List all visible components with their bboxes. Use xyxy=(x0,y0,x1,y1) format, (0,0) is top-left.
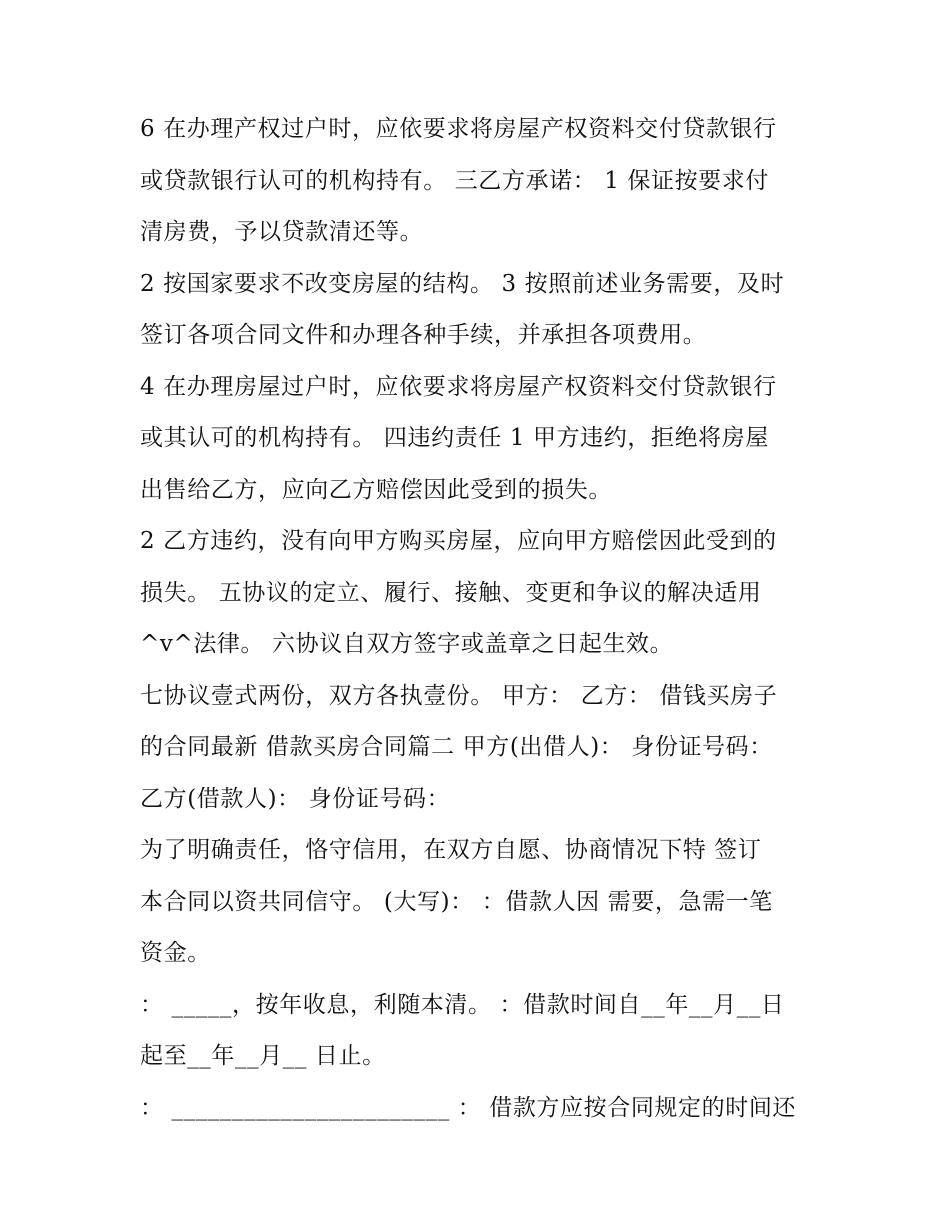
document-body xyxy=(140,104,820,1134)
text-line: ^v^法律。 六协议自双方签字或盖章之日起生效。 xyxy=(140,631,674,657)
text-line: 乙方(借款人)： 身份证号码： xyxy=(140,785,451,812)
text-line: 2 按国家要求不改变房屋的结构。 3 按照前述业务需要，及时 xyxy=(140,270,785,297)
text-line: ： _______________________ ： 借款方应按合同规定的时间还 xyxy=(140,1094,797,1121)
text-line: ： _____，按年收息，利随本清。 ：借款时间自__年__月__日 xyxy=(140,991,785,1018)
text-line: 4 在办理房屋过户时，应依要求将房屋产权资料交付贷款银行 xyxy=(140,373,777,400)
text-line: 或其认可的机构持有。 四违约责任 1 甲方违约，拒绝将房屋 xyxy=(140,425,769,451)
text-line: 损失。 五协议的定立、履行、接触、变更和争议的解决适用 xyxy=(140,579,762,606)
text-line: 或贷款银行认可的机构持有。 三乙方承诺： 1 保证按要求付 xyxy=(140,167,769,194)
text-line: 七协议壹式两份，双方各执壹份。 甲方： 乙方： 借钱买房子 xyxy=(140,682,778,709)
text-line: 2 乙方违约，没有向甲方购买房屋，应向甲方赔偿因此受到的 xyxy=(140,528,777,554)
text-line: 签订各项合同文件和办理各种手续，并承担各项费用。 xyxy=(140,322,707,348)
text-line: 为了明确责任，恪守信用，在双方自愿、协商情况下特 签订 xyxy=(140,837,762,863)
text-line: 的合同最新 借款买房合同篇二 甲方(出借人)： 身份证号码： xyxy=(140,734,773,760)
text-line: 起至__年__月__ 日止。 xyxy=(140,1043,386,1069)
text-line: 6 在办理产权过户时，应依要求将房屋产权资料交付贷款银行 xyxy=(140,116,777,142)
text-line: 本合同以资共同信守。 (大写)： ：借款人因 需要，急需一笔 xyxy=(140,888,773,915)
text-line: 资金。 xyxy=(140,940,211,966)
text-line: 出售给乙方，应向乙方赔偿因此受到的损失。 xyxy=(140,476,612,503)
text-line: 清房费，予以贷款清还等。 xyxy=(140,219,424,245)
